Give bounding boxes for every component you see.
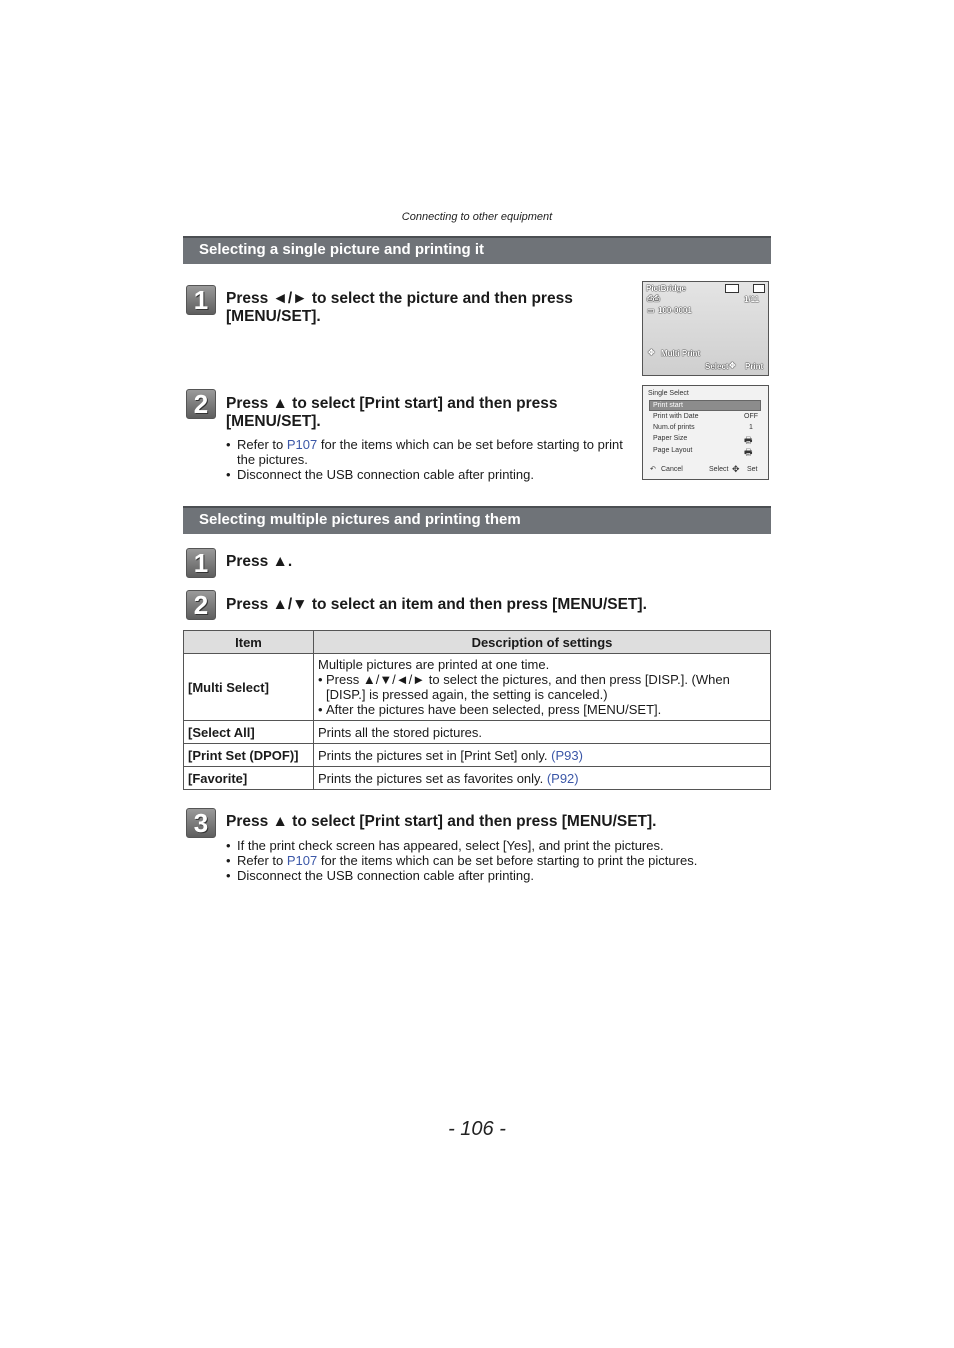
column-header-item: Item bbox=[184, 631, 314, 654]
step-notes bbox=[226, 838, 766, 883]
step-number-3: 3 bbox=[186, 808, 216, 838]
note-item: • Refer to P107 for the items which can be set before starting to print the pictures. bbox=[226, 437, 626, 467]
item-cell: [Multi Select] bbox=[184, 654, 314, 721]
item-cell: [Select All] bbox=[184, 721, 314, 744]
description-cell: Prints all the stored pictures. bbox=[314, 721, 771, 744]
section-header-single bbox=[183, 236, 771, 264]
page-link[interactable]: (P92) bbox=[546, 770, 579, 786]
description-line: Multiple pictures are printed at one time. bbox=[318, 657, 550, 672]
single-select-menu-screen bbox=[642, 385, 769, 480]
page-link[interactable]: P107 bbox=[286, 437, 318, 452]
menu-item-print-start: Print start bbox=[653, 402, 683, 409]
step-number-2: 2 bbox=[186, 590, 216, 620]
table-row bbox=[184, 744, 771, 767]
description-bullet: • Press ▲/▼/◄/► to select the pictures, and then press [DISP.]. (When [DISP.] is pressed again, the setting is canceled.) bbox=[318, 672, 766, 702]
select-label: Select bbox=[705, 362, 729, 371]
folder-icon: ▭ bbox=[647, 306, 655, 315]
menu-item-num-prints: Num.of prints bbox=[653, 424, 695, 431]
description-cell bbox=[314, 654, 771, 721]
section-header-multiple bbox=[183, 506, 771, 534]
menu-item-page-layout: Page Layout bbox=[653, 447, 693, 454]
description-cell: Prints the pictures set in [Print Set] only. (P93) bbox=[314, 744, 771, 767]
running-head: Connecting to other equipment bbox=[401, 211, 553, 223]
page-number: - 106 - bbox=[448, 1118, 506, 1140]
return-icon: ↶ bbox=[650, 466, 656, 473]
table-header-row bbox=[184, 631, 771, 654]
step-title: Press ▲/▼ to select an item and then press [MENU/SET]. bbox=[226, 596, 647, 613]
section-title: Selecting a single picture and printing it bbox=[199, 241, 485, 258]
step-notes bbox=[226, 437, 626, 482]
dpad-icon: ✥ bbox=[648, 348, 655, 357]
menu-value: OFF bbox=[744, 413, 758, 420]
battery-icon bbox=[753, 284, 765, 293]
item-cell: [Favorite] bbox=[184, 767, 314, 790]
step-number-1: 1 bbox=[186, 285, 216, 315]
select-label: Select bbox=[709, 466, 729, 473]
table-row bbox=[184, 721, 771, 744]
step-title: Press ▲ to select [Print start] and then press [MENU/SET]. bbox=[226, 813, 657, 830]
multi-print-label: Multi Print bbox=[661, 349, 701, 358]
table-row bbox=[184, 767, 771, 790]
step-number-1: 1 bbox=[186, 548, 216, 578]
note-item: • If the print check screen has appeared, select [Yes], and print the pictures. bbox=[226, 838, 766, 853]
menu-value: 1 bbox=[749, 424, 753, 431]
page-link[interactable]: (P93) bbox=[551, 747, 583, 763]
step-title: Press ▲ to select [Print start] and then press [MENU/SET]. bbox=[226, 395, 558, 430]
column-header-description: Description of settings bbox=[314, 631, 771, 654]
camera-playback-screen bbox=[642, 281, 769, 376]
description-cell: Prints the pictures set as favorites only. (P92) bbox=[314, 767, 771, 790]
note-item: • Refer to P107 for the items which can be set before starting to print the pictures. bbox=[226, 853, 766, 868]
pictbridge-label: PictBridge bbox=[646, 284, 687, 293]
table-row bbox=[184, 654, 771, 721]
step-title: Press ◄/► to select the picture and then press [MENU/SET]. bbox=[226, 290, 573, 325]
dpad-icon: ✥ bbox=[729, 361, 736, 370]
step-title: Press ▲. bbox=[226, 553, 293, 570]
menu-title: Single Select bbox=[648, 390, 689, 397]
note-item: • Disconnect the USB connection cable after printing. bbox=[226, 467, 626, 482]
page-link[interactable]: P107 bbox=[286, 853, 318, 868]
note-item: • Disconnect the USB connection cable after printing. bbox=[226, 868, 766, 883]
picture-counter: 1/11 bbox=[744, 295, 760, 304]
step-number-2: 2 bbox=[186, 389, 216, 419]
dpad-icon: ✥ bbox=[732, 464, 740, 474]
menu-item-print-date: Print with Date bbox=[653, 413, 699, 420]
menu-item-paper-size: Paper Size bbox=[653, 435, 688, 442]
set-label: Set bbox=[747, 466, 758, 473]
section-title: Selecting multiple pictures and printing them bbox=[199, 511, 521, 528]
item-cell: [Print Set (DPOF)] bbox=[184, 744, 314, 767]
file-number: 100-0001 bbox=[658, 306, 692, 315]
printer-icon: 🖶 bbox=[744, 435, 753, 445]
printer-icon: 🖶 bbox=[744, 447, 753, 457]
description-bullet: • After the pictures have been selected, press [MENU/SET]. bbox=[318, 702, 766, 717]
card-icon bbox=[725, 284, 739, 293]
cancel-label: Cancel bbox=[661, 466, 683, 473]
settings-table bbox=[183, 630, 771, 790]
print-label: Print bbox=[745, 362, 764, 371]
print-icon: ⎙⎙ bbox=[647, 294, 660, 303]
